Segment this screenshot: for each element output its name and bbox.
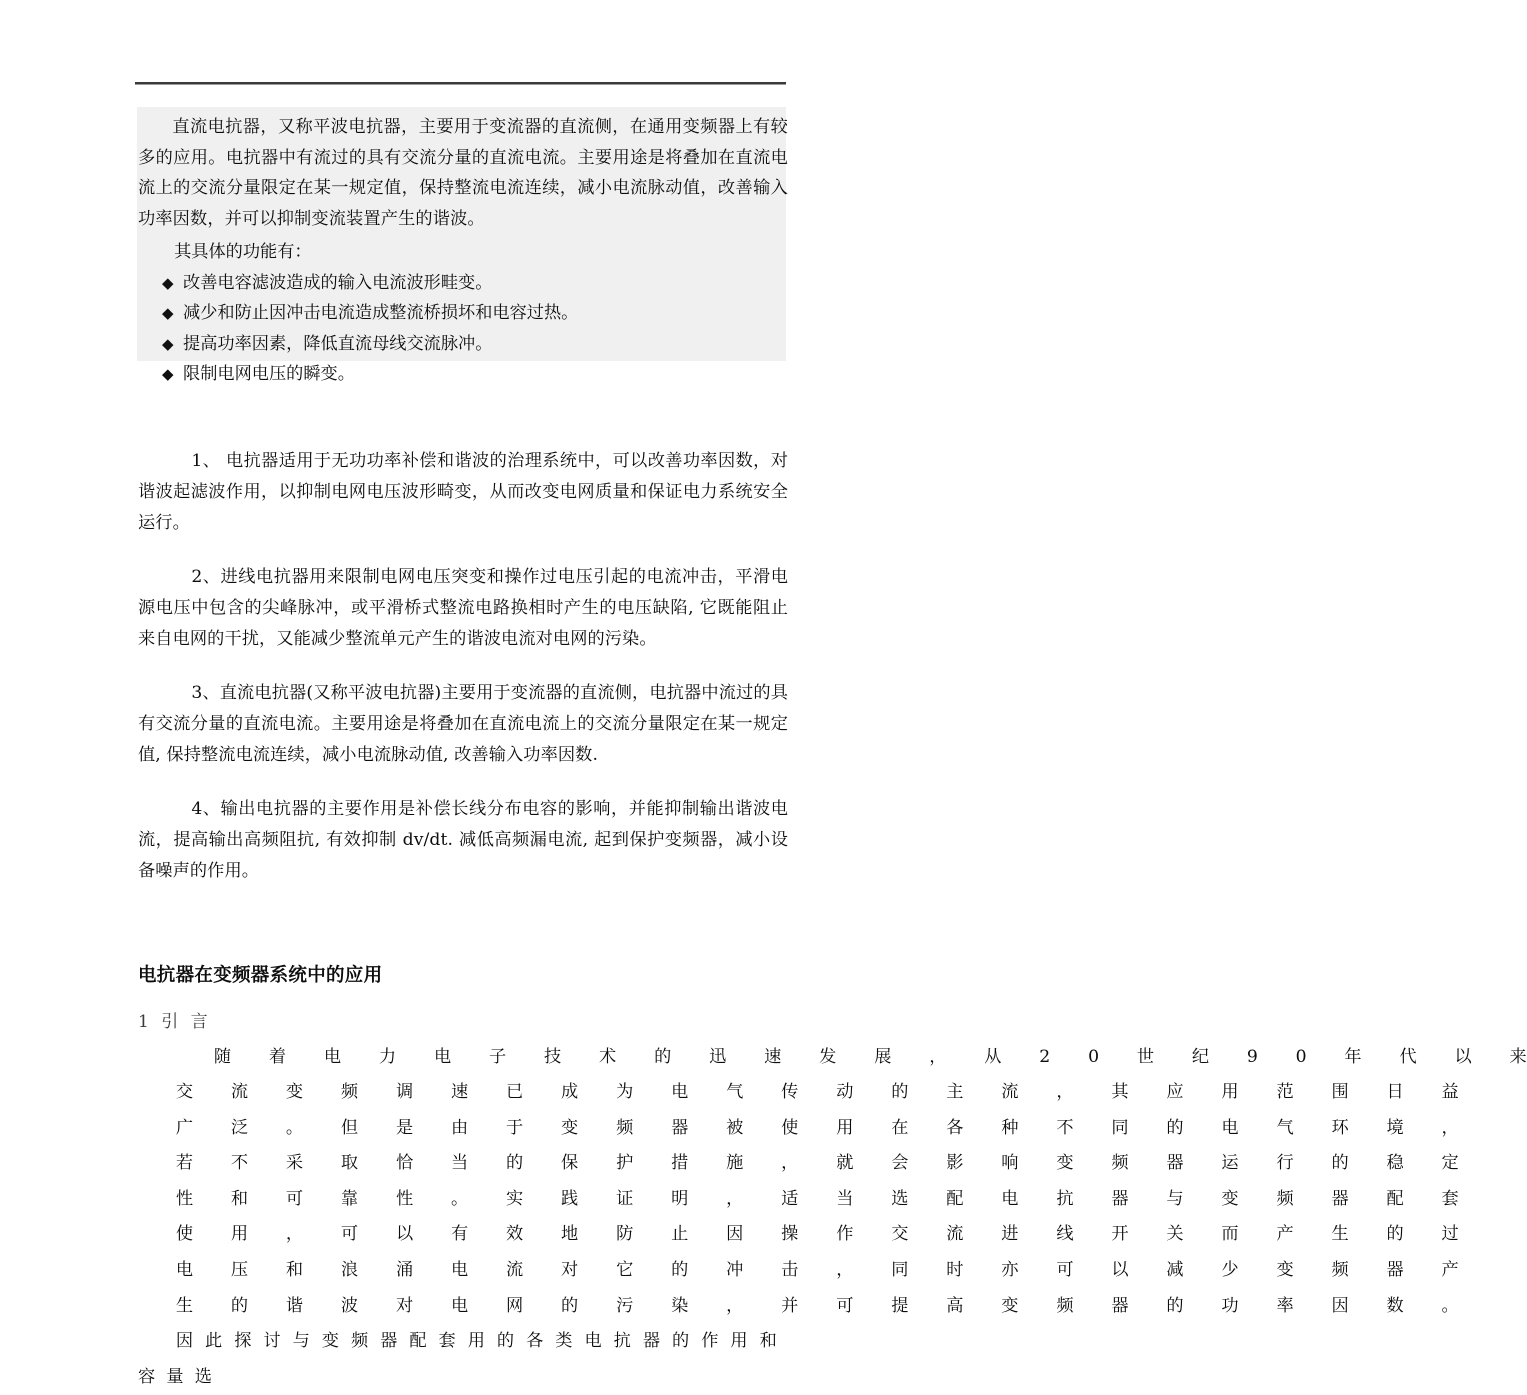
diamond-bullet-icon: ◆: [162, 359, 174, 390]
closing-paragraph-line: 电 压 和 浪 涌 电 流 对 它 的 冲 击 ， 同 时 亦 可 以 减 少 变 频 器 产: [138, 1253, 788, 1289]
feature-bullet-list: [138, 268, 788, 390]
closing-paragraph-line: 生 的 谐 波 对 电 网 的 污 染 ， 并 可 提 高 变 频 器 的 功 率 因 数 。: [138, 1289, 788, 1325]
diamond-bullet-icon: ◆: [162, 329, 174, 360]
closing-paragraph-line: 使 用 ， 可 以 有 效 地 防 止 因 操 作 交 流 进 线 开 关 而 产 生 的 过: [138, 1217, 788, 1253]
list-item-label: 提高功率因素，降低直流母线交流脉冲。: [183, 334, 492, 354]
closing-paragraph-line: 随 着 电 力 电 子 技 术 的 迅 速 发 展 ， 从 2 0 世 纪 9 0 年 代 以 来: [138, 1040, 788, 1076]
list-item: [138, 268, 788, 299]
closing-paragraph-line: 交 流 变 频 调 速 已 成 为 电 气 传 动 的 主 流 ， 其 应 用 范 围 日 益: [138, 1075, 788, 1111]
list-item: [138, 329, 788, 360]
numbered-paragraph-3: 3、直流电抗器(又称平波电抗器)主要用于变流器的直流侧，电抗器中流过的具有交流分量的直流电流。主要用途是将叠加在直流电流上的交流分量限定在某一规定值, 保持整流电流连续，减小电流脉动值, 改善输入功率因数.: [138, 678, 788, 771]
section-heading: 电抗器在变频器系统中的应用: [138, 963, 788, 989]
numbered-paragraph-1: 1、 电抗器适用于无功功率补偿和谐波的治理系统中，可以改善功率因数，对谐波起滤波作用，以抑制电网电压波形畸变，从而改变电网质量和保证电力系统安全运行。: [138, 446, 788, 539]
closing-paragraph-line: 因此探讨与变频器配套用的各类电抗器的作用和容量选: [138, 1324, 788, 1395]
closing-paragraph-line: 性 和 可 靠 性 。 实 践 证 明 ， 适 当 选 配 电 抗 器 与 变 频 器 配 套: [138, 1182, 788, 1218]
sub-heading-introduction: 1 引 言: [138, 1009, 788, 1035]
list-item-label: 改善电容滤波造成的输入电流波形畦变。: [183, 273, 492, 293]
list-item-label: 限制电网电压的瞬变。: [183, 364, 355, 384]
numbered-paragraph-4: 4、输出电抗器的主要作用是补偿长线分布电容的影响，并能抑制输出谐波电流，提高输出高频阻抗, 有效抑制 dv/dt. 减低高频漏电流, 起到保护变频器，减小设备噪声的作用。: [138, 794, 788, 887]
document-content: [138, 107, 788, 1395]
list-item: [138, 298, 788, 329]
closing-paragraph: [138, 1040, 788, 1395]
closing-paragraph-line: 广 泛 。 但 是 由 于 变 频 器 被 使 用 在 各 种 不 同 的 电 气 环 境 ，: [138, 1111, 788, 1147]
diamond-bullet-icon: ◆: [162, 298, 174, 329]
numbered-paragraph-2: 2、进线电抗器用来限制电网电压突变和操作过电压引起的电流冲击，平滑电源电压中包含的尖峰脉冲，或平滑桥式整流电路换相时产生的电压缺陷, 它既能阻止来自电网的干扰，又能减少整流单元产生的谐波电流对电网的污染。: [138, 562, 788, 655]
list-item: [138, 359, 788, 390]
intro-paragraph: 直流电抗器，又称平波电抗器，主要用于变流器的直流侧，在通用变频器上有较多的应用。电抗器中有流过的具有交流分量的直流电流。主要用途是将叠加在直流电流上的交流分量限定在某一规定值，保持整流电流连续，减小电流脉动值，改善输入功率因数，并可以抑制变流装置产生的谐波。: [138, 107, 788, 234]
header-divider-rule: [135, 82, 786, 84]
closing-paragraph-line: 若 不 采 取 恰 当 的 保 护 措 施 ， 就 会 影 响 变 频 器 运 行 的 稳 定: [138, 1146, 788, 1182]
bullet-list-intro: 其具体的功能有：: [138, 234, 788, 268]
list-item-label: 减少和防止因冲击电流造成整流桥损坏和电容过热。: [183, 303, 578, 323]
diamond-bullet-icon: ◆: [162, 268, 174, 299]
